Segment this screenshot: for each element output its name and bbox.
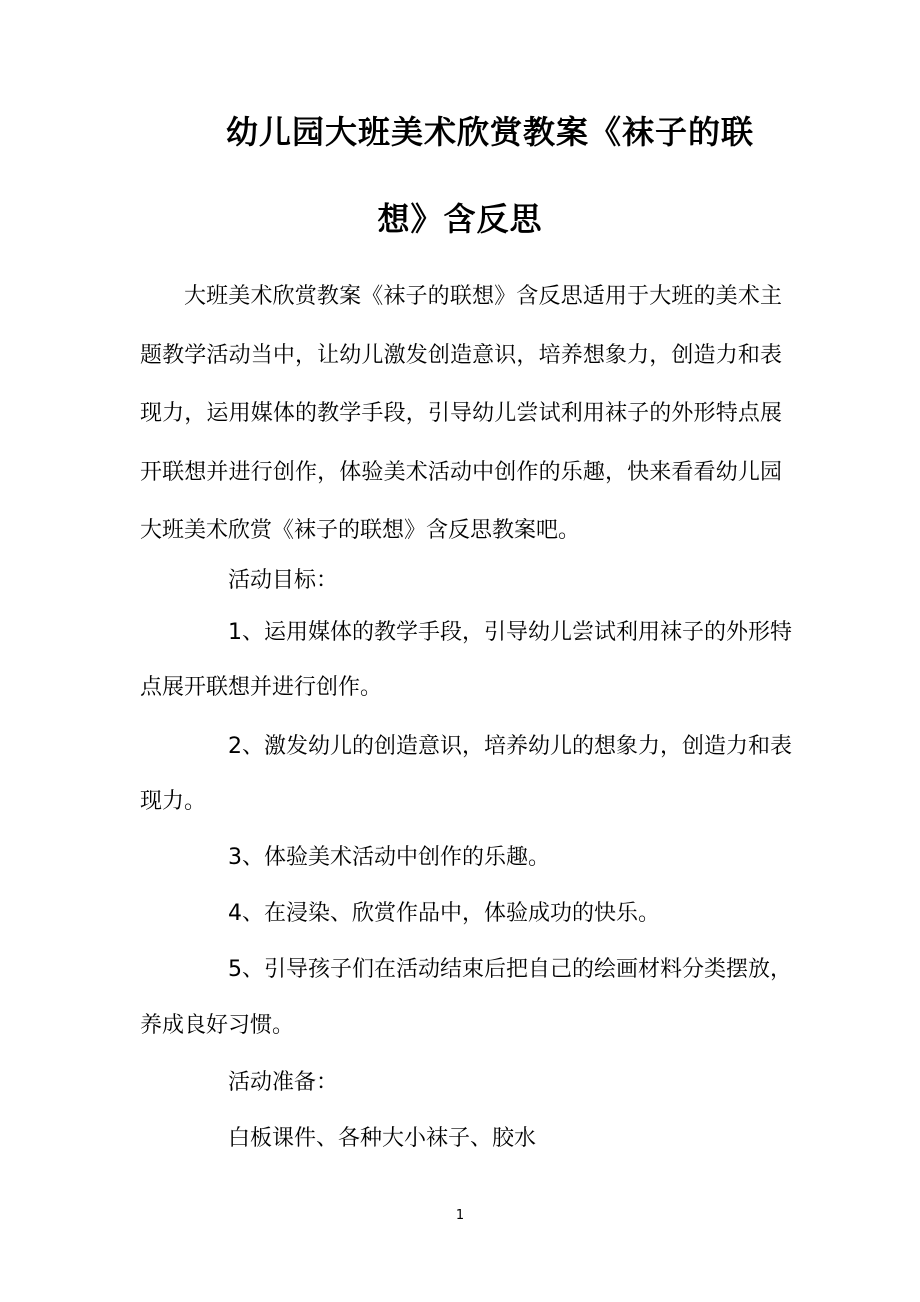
goal-1-line-1: 1、运用媒体的教学手段，引导幼儿尝试利用袜子的外形特 — [228, 620, 792, 645]
page-number: 1 — [455, 1208, 465, 1223]
goal-2-line-2: 现力。 — [140, 789, 207, 814]
prep-items: 白板课件、各种大小袜子、胶水 — [228, 1126, 537, 1151]
goal-1-line-2: 点展开联想并进行创作。 — [140, 675, 383, 700]
goal-5-line-2: 养成良好习惯。 — [140, 1013, 295, 1038]
document-title-line-1: 幼儿园大班美术欣赏教案《袜子的联 — [225, 113, 754, 151]
goals-heading: 活动目标： — [228, 568, 339, 593]
goal-5-line-1: 5、引导孩子们在活动结束后把自己的绘画材料分类摆放， — [228, 957, 792, 982]
goal-4: 4、在浸染、欣赏作品中，体验成功的快乐。 — [228, 901, 660, 926]
document-title-line-2: 想》含反思 — [377, 200, 543, 238]
prep-heading: 活动准备： — [228, 1070, 339, 1095]
intro-paragraph: 大班美术欣赏教案《袜子的联想》含反思适用于大班的美术主题教学活动当中，让幼儿激发创造意识，培养想象力，创造力和表现力，运用媒体的教学手段，引导幼儿尝试利用袜子的外形特点展开联想并进行创作，体验美术活动中创作的乐趣，快来看看幼儿园大班美术欣赏《袜子的联想》含反思教案吧。 — [140, 284, 782, 543]
goal-2-line-1: 2、激发幼儿的创造意识，培养幼儿的想象力，创造力和表 — [228, 734, 792, 759]
goal-3: 3、体验美术活动中创作的乐趣。 — [228, 845, 550, 870]
